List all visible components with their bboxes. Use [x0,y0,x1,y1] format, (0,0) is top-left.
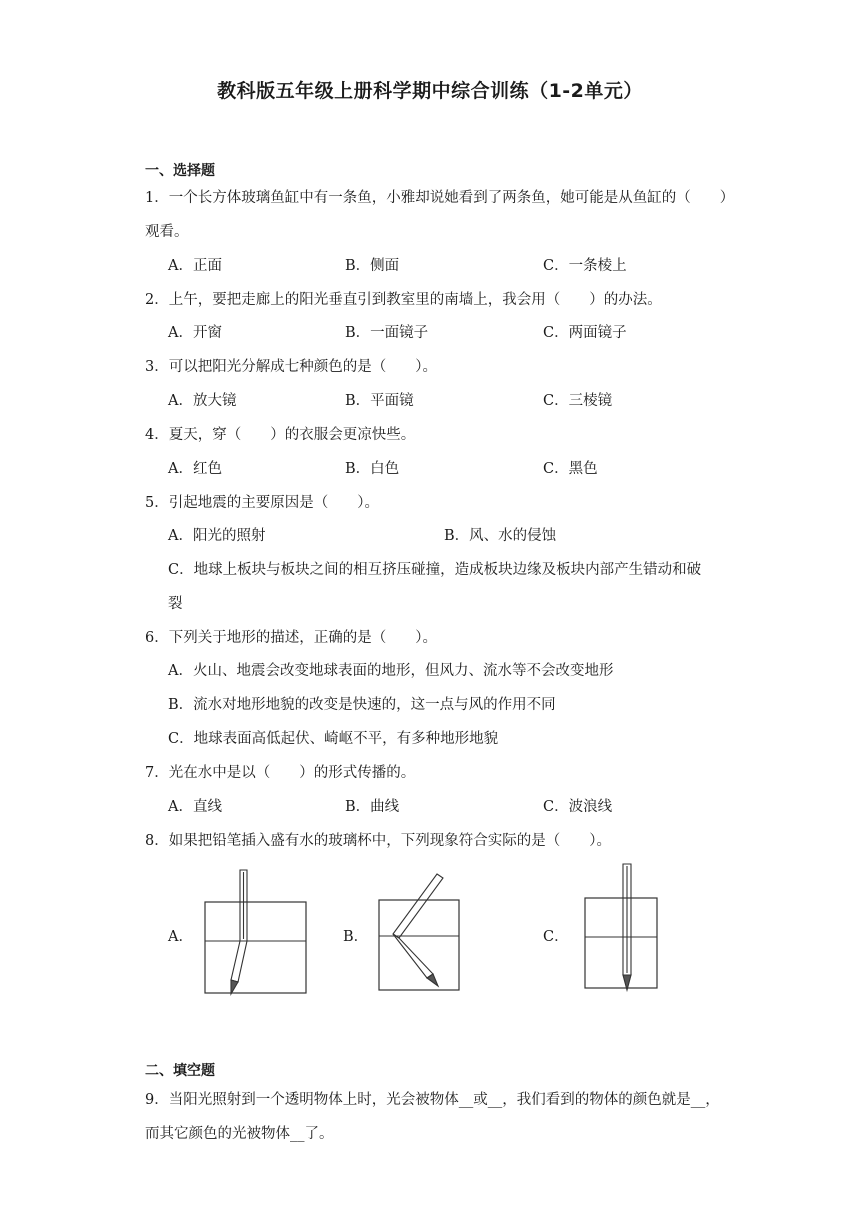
question-7-option-c: C．波浪线 [543,799,613,815]
question-3-option-b: B．平面镜 [345,393,414,409]
question-8-option-c: C． [543,929,569,945]
figure-a-pencil-in-glass [200,866,314,998]
question-1-text: 1．一个长方体玻璃鱼缸中有一条鱼，小雅却说她看到了两条鱼，她可能是从鱼缸的（ ） [145,190,735,206]
question-7-option-a: A．直线 [168,799,222,815]
pencil-icon [623,864,631,990]
question-9-text-cont: 而其它颜色的光被物体__了。 [145,1126,334,1142]
question-2-option-c: C．两面镜子 [543,325,627,341]
question-1-option-c: C．一条棱上 [543,258,627,274]
question-5-option-c-cont: 裂 [168,596,183,612]
question-6-text: 6．下列关于地形的描述，正确的是（ ）。 [145,630,437,646]
question-2-option-a: A．开窗 [168,325,222,341]
pencil-icon [231,870,247,994]
question-1-text-cont: 观看。 [145,224,189,240]
section-heading-fill-blank: 二、填空题 [145,1063,215,1079]
glass-outline [379,900,459,990]
figure-c-pencil-in-glass [580,862,662,994]
question-5-option-a: A．阳光的照射 [168,528,266,544]
page-title: 教科版五年级上册科学期中综合训练（1-2单元） [217,80,643,102]
question-4-option-a: A．红色 [168,461,222,477]
question-6-option-c: C．地球表面高低起伏、崎岖不平，有多种地形地貌 [168,731,499,747]
glass-outline [585,898,657,988]
question-1-option-b: B．侧面 [345,258,400,274]
question-5-text: 5．引起地震的主要原因是（ ）。 [145,495,379,511]
question-1-option-a: A．正面 [168,258,222,274]
question-4-text: 4．夏天，穿（ ）的衣服会更凉快些。 [145,427,416,443]
question-3-text: 3．可以把阳光分解成七种颜色的是（ ）。 [145,359,437,375]
figure-b-pencil-in-glass [375,868,465,996]
question-8-option-b: B． [343,929,369,945]
question-4-option-b: B．白色 [345,461,400,477]
question-8-text: 8．如果把铅笔插入盛有水的玻璃杯中，下列现象符合实际的是（ ）。 [145,833,611,849]
question-6-option-a: A．火山、地震会改变地球表面的地形，但风力、流水等不会改变地形 [168,663,614,679]
question-3-option-c: C．三棱镜 [543,393,613,409]
question-9-text: 9．当阳光照射到一个透明物体上时，光会被物体__或__，我们看到的物体的颜色就是__， [145,1092,720,1108]
section-heading-choice: 一、选择题 [145,163,215,179]
question-8-option-a: A． [168,929,193,945]
question-5-option-c: C．地球上板块与板块之间的相互挤压碰撞，造成板块边缘及板块内部产生错动和破 [168,562,702,578]
question-7-option-b: B．曲线 [345,799,400,815]
question-2-option-b: B．一面镜子 [345,325,429,341]
question-2-text: 2．上午，要把走廊上的阳光垂直引到教室里的南墙上，我会用（ ）的办法。 [145,292,662,308]
pencil-icon [393,874,443,986]
question-6-option-b: B．流水对地形地貌的改变是快速的，这一点与风的作用不同 [168,697,556,713]
question-4-option-c: C．黑色 [543,461,598,477]
question-5-option-b: B．风、水的侵蚀 [444,528,557,544]
question-7-text: 7．光在水中是以（ ）的形式传播的。 [145,765,416,781]
question-3-option-a: A．放大镜 [168,393,237,409]
glass-outline [205,902,306,993]
